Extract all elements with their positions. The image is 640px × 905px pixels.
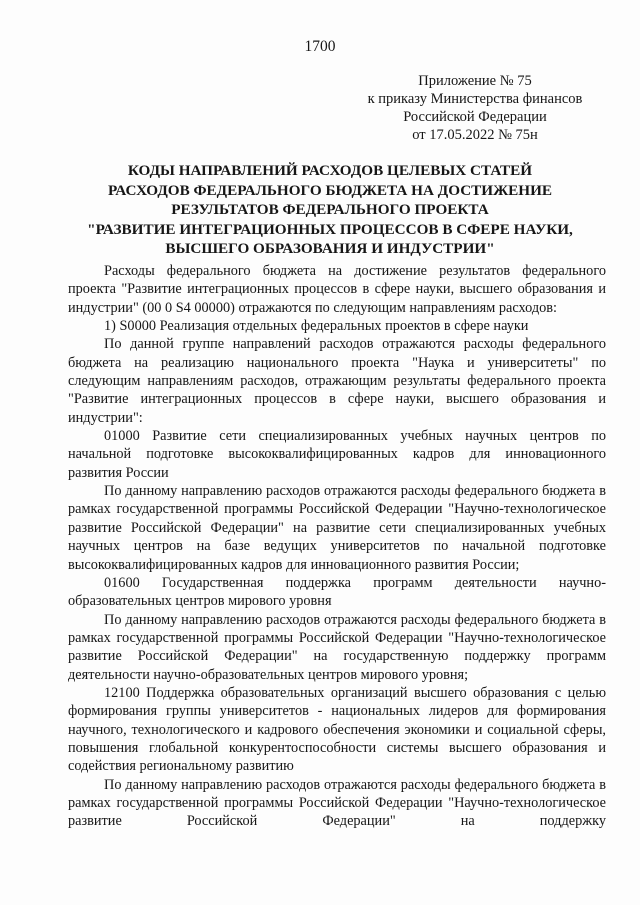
code-12100-heading: 12100 Поддержка образовательных организаций высшего образования с целью формирования группы университетов - национальных лидеров для формирования научного, технологического и кадрового обеспечения экономики и социальной сферы, повышения глобальной конкурентоспособности системы высшего образования и содействия региональному развитию [68,684,606,775]
code-01000-heading: 01000 Развитие сети специализированных учебных научных центров по начальной подготовке высококвалифицированных кадров для инновационного развития России [68,428,606,481]
item-1-description: По данной группе направлений расходов отражаются расходы федерального бюджета на реализацию национального проекта "Наука и университеты" по следующим направлениям расходов, отражающим результаты федерального проекта "Развитие интеграционных процессов в сфере науки, высшего образования и индустрии": [68,336,606,426]
annex-ministry-line: Российской Федерации [403,109,547,125]
document-body [68,262,606,831]
title-line-3: РЕЗУЛЬТАТОВ ФЕДЕРАЛЬНОГО ПРОЕКТА [171,201,489,218]
title-line-2: РАСХОДОВ ФЕДЕРАЛЬНОГО БЮДЖЕТА НА ДОСТИЖЕНИЕ [107,181,553,199]
annex-date-line: от 17.05.2022 № 75н [412,127,538,143]
code-01600-description: По данному направлению расходов отражаются расходы федерального бюджета в рамках государственной программы Российской Федерации "Научно-технологическое развитие Российской Федерации" на государственную поддержку программ деятельности научно-образовательных центров мирового уровня; [68,611,606,683]
title-line-5: ВЫСШЕГО ОБРАЗОВАНИЯ И ИНДУСТРИИ" [165,240,495,257]
annex-header [330,72,620,144]
title-line-4: "РАЗВИТИЕ ИНТЕГРАЦИОННЫХ ПРОЦЕССОВ В СФЕРЕ НАУКИ, [87,220,573,238]
annex-order-line: к приказу Министерства финансов [367,91,583,107]
title-line-1: КОДЫ НАПРАВЛЕНИЙ РАСХОДОВ ЦЕЛЕВЫХ СТАТЕЙ [127,162,533,179]
page-number: 1700 [304,38,336,55]
code-12100-description: По данному направлению расходов отражаются расходы федерального бюджета в рамках государственной программы Российской Федерации "Научно-технологическое развитие Российской Федерации" на поддержку [68,776,606,830]
code-01600-heading: 01600 Государственная поддержка программ деятельности научно-образовательных центров мирового уровня [68,574,606,610]
intro-paragraph: Расходы федерального бюджета на достижение результатов федерального проекта "Развитие интеграционных процессов в сфере науки, высшего образования и индустрии" (00 0 S4 00000) отражаются по следующим направлениям расходов: [68,263,606,316]
item-1-heading: 1) S0000 Реализация отдельных федеральных проектов в сфере науки [104,318,529,335]
annex-number: Приложение № 75 [418,73,532,89]
code-01000-description: По данному направлению расходов отражаются расходы федерального бюджета в рамках государственной программы Российской Федерации "Научно-технологическое развитие Российской Федерации" на развитие сети специализированных учебных научных центров на базе ведущих университетов по начальной подготовке высококвалифицированных кадров для инновационного развития России; [68,483,606,573]
document-title [60,161,600,259]
